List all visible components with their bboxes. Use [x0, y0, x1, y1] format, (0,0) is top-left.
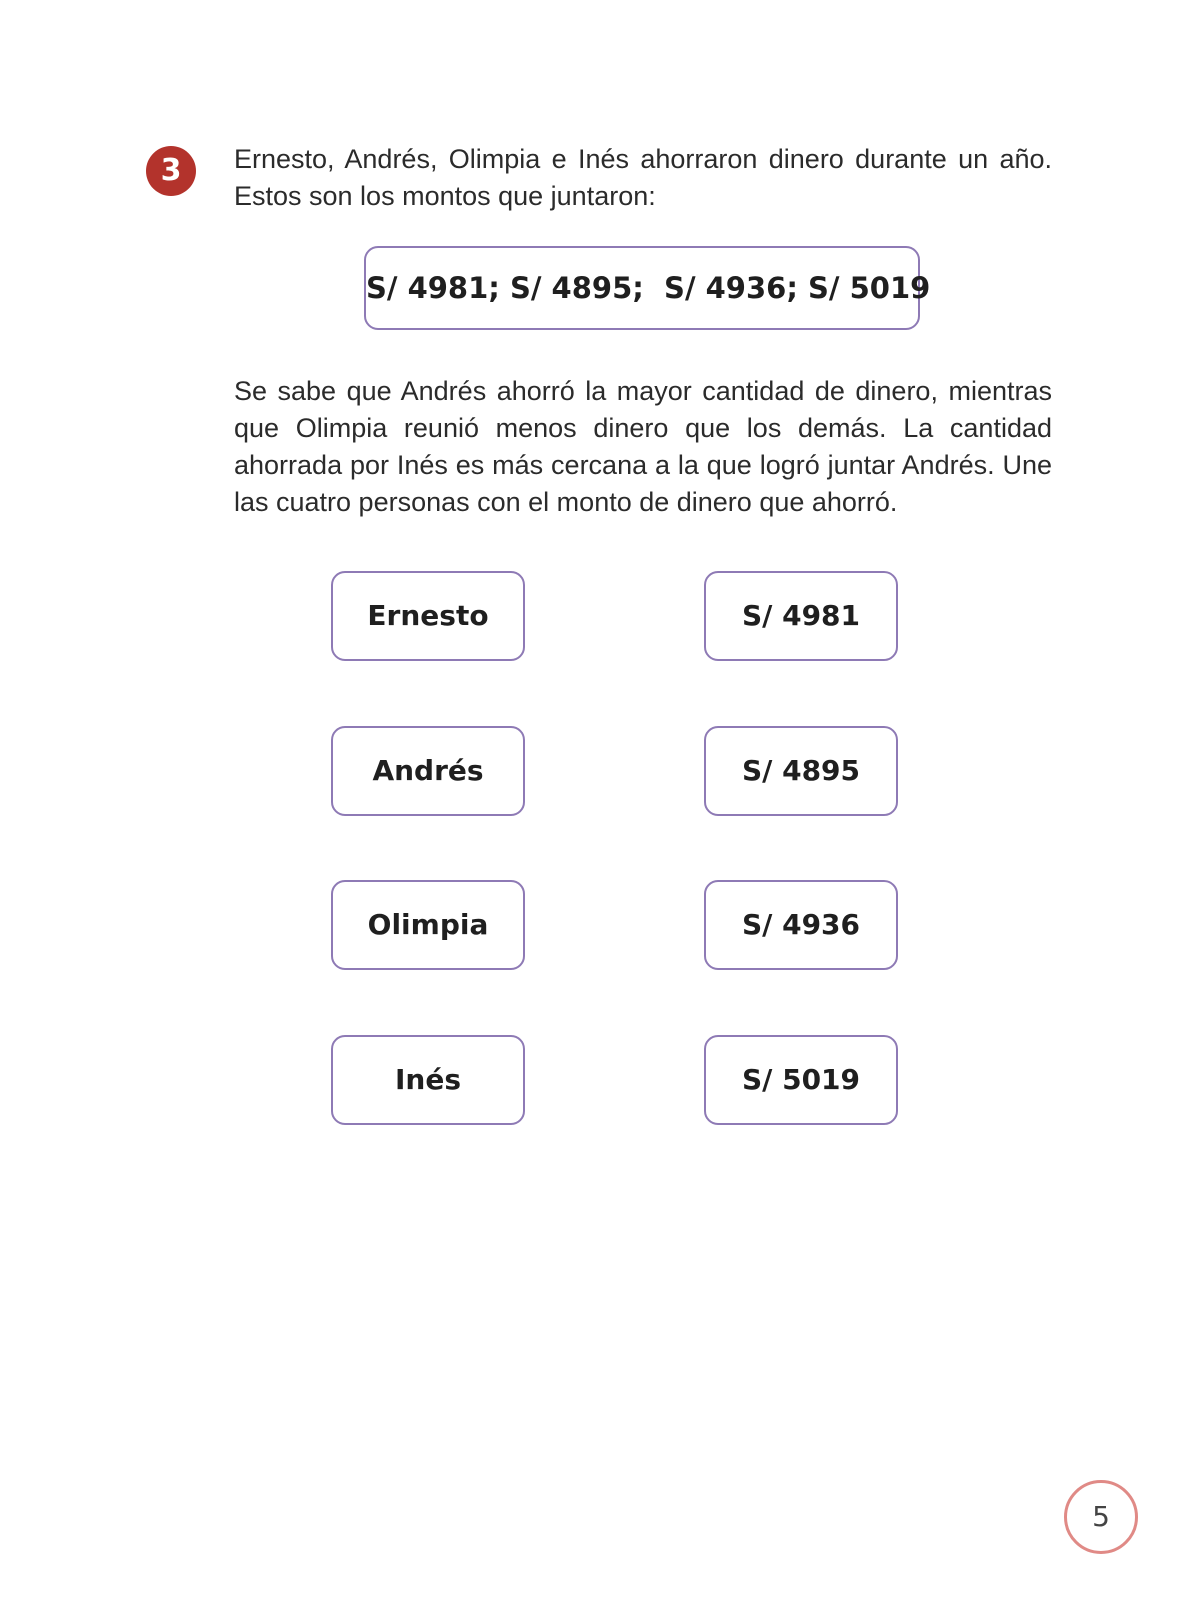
name-card-ernesto[interactable]: Ernesto [331, 571, 525, 661]
exercise-number-badge: 3 [146, 146, 196, 196]
amount-card-5019[interactable]: S/ 5019 [704, 1035, 898, 1125]
exercise-instructions-text: Se sabe que Andrés ahorró la mayor cantidad de dinero, mientras que Olimpia reunió menos dinero que los demás. La cantidad ahorrada por Inés es más cercana a la que logró juntar Andrés. Une las cuatro personas con el monto de dinero que ahorró. [234, 376, 1052, 517]
amounts-list-box: S/ 4981; S/ 4895; S/ 4936; S/ 5019 [364, 246, 920, 330]
page-number: 5 [1064, 1480, 1138, 1554]
name-card-andres[interactable]: Andrés [331, 726, 525, 816]
name-card-olimpia[interactable]: Olimpia [331, 880, 525, 970]
name-card-ines[interactable]: Inés [331, 1035, 525, 1125]
amount-card-4981[interactable]: S/ 4981 [704, 571, 898, 661]
amount-card-4936[interactable]: S/ 4936 [704, 880, 898, 970]
exercise-intro-text: Ernesto, Andrés, Olimpia e Inés ahorraron dinero durante un año. Estos son los montos que juntaron: [234, 144, 1052, 211]
amount-card-4895[interactable]: S/ 4895 [704, 726, 898, 816]
